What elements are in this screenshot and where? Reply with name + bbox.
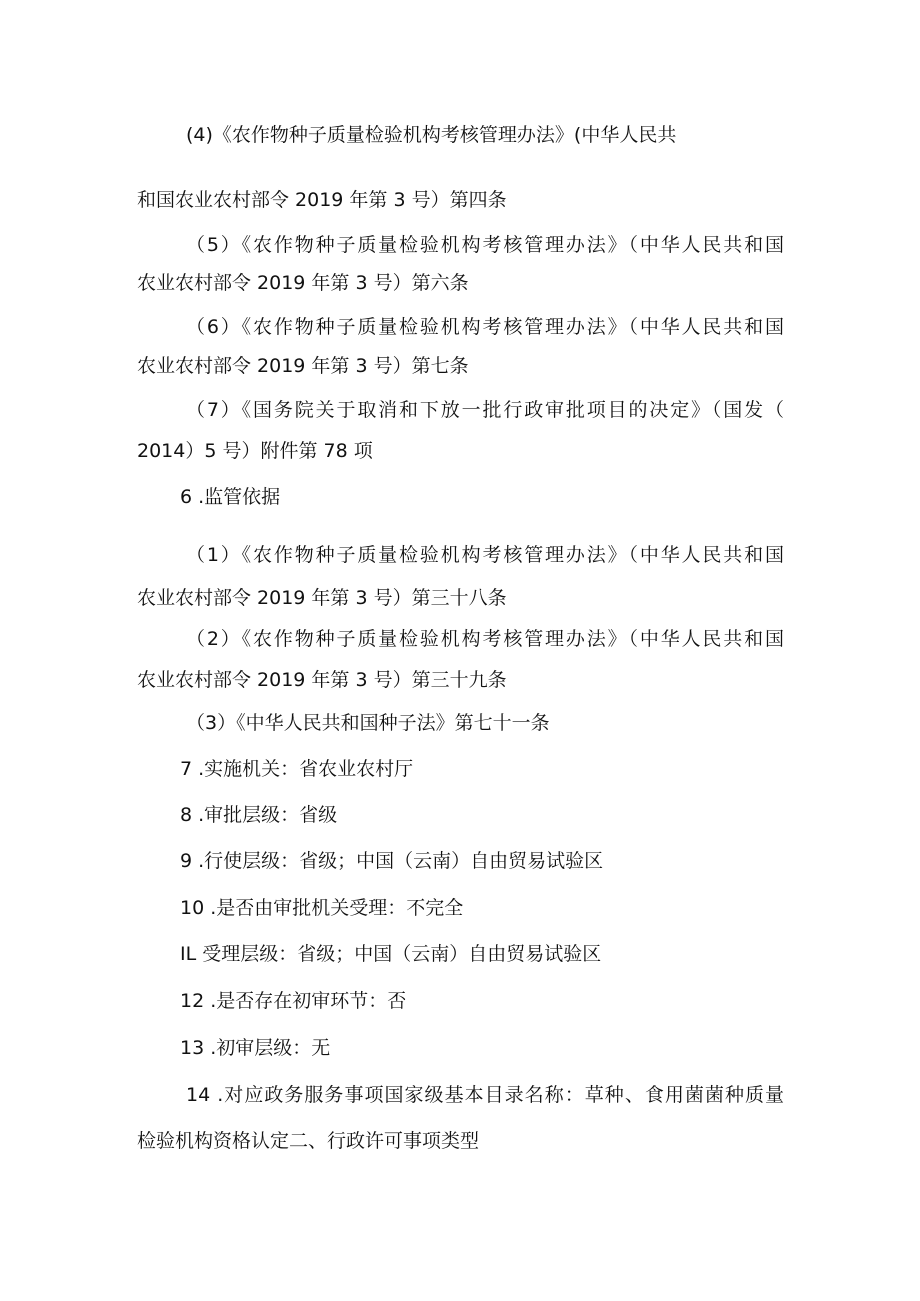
doc-item-7: 7 .实施机关：省农业农村厅: [180, 758, 414, 780]
doc-item-14-cont: 检验机构资格认定二、行政许可事项类型: [137, 1130, 480, 1152]
doc-item-14: 14 .对应政务服务事项国家级基本目录名称：草种、食用菌菌种质量: [186, 1084, 784, 1106]
doc-item-8: 8 .审批层级：省级: [180, 804, 338, 826]
doc-item-10: 10 .是否由审批机关受理：不完全: [180, 897, 464, 919]
doc-item-12: 12 .是否存在初审环节：否: [180, 990, 407, 1012]
doc-item-13: 13 .初审层级：无: [180, 1037, 331, 1059]
doc-line-basis-1-cont: 农业农村部令 2019 年第 3 号）第三十八条: [137, 587, 507, 609]
doc-line-item-7: （7）《国务院关于取消和下放一批行政审批项目的决定》（国发（: [186, 399, 784, 421]
doc-item-11: IL 受理层级：省级；中国（云南）自由贸易试验区: [180, 943, 602, 965]
doc-item-9: 9 .行使层级：省级；中国（云南）自由贸易试验区: [180, 850, 604, 872]
doc-heading-6: 6 .监管依据: [180, 486, 281, 508]
doc-line-item-6-cont: 农业农村部令 2019 年第 3 号）第七条: [137, 355, 469, 377]
doc-line-item-7-cont: 2014）5 号）附件第 78 项: [137, 440, 373, 462]
doc-line-item-5-cont: 农业农村部令 2019 年第 3 号）第六条: [137, 272, 469, 294]
doc-line-basis-3: （3）《中华人民共和国种子法》第七十一条: [186, 712, 550, 734]
doc-line-basis-2-cont: 农业农村部令 2019 年第 3 号）第三十九条: [137, 669, 507, 691]
doc-line-basis-2: （2）《农作物种子质量检验机构考核管理办法》（中华人民共和国: [186, 628, 784, 650]
doc-line-basis-1: （1）《农作物种子质量检验机构考核管理办法》（中华人民共和国: [186, 544, 784, 566]
doc-line-item-4: (4)《农作物种子质量检验机构考核管理办法》(中华人民共: [186, 124, 677, 146]
doc-line-item-4-cont: 和国农业农村部令 2019 年第 3 号）第四条: [137, 189, 507, 211]
doc-line-item-5: （5）《农作物种子质量检验机构考核管理办法》（中华人民共和国: [186, 234, 784, 256]
doc-line-item-6: （6）《农作物种子质量检验机构考核管理办法》（中华人民共和国: [186, 316, 784, 338]
